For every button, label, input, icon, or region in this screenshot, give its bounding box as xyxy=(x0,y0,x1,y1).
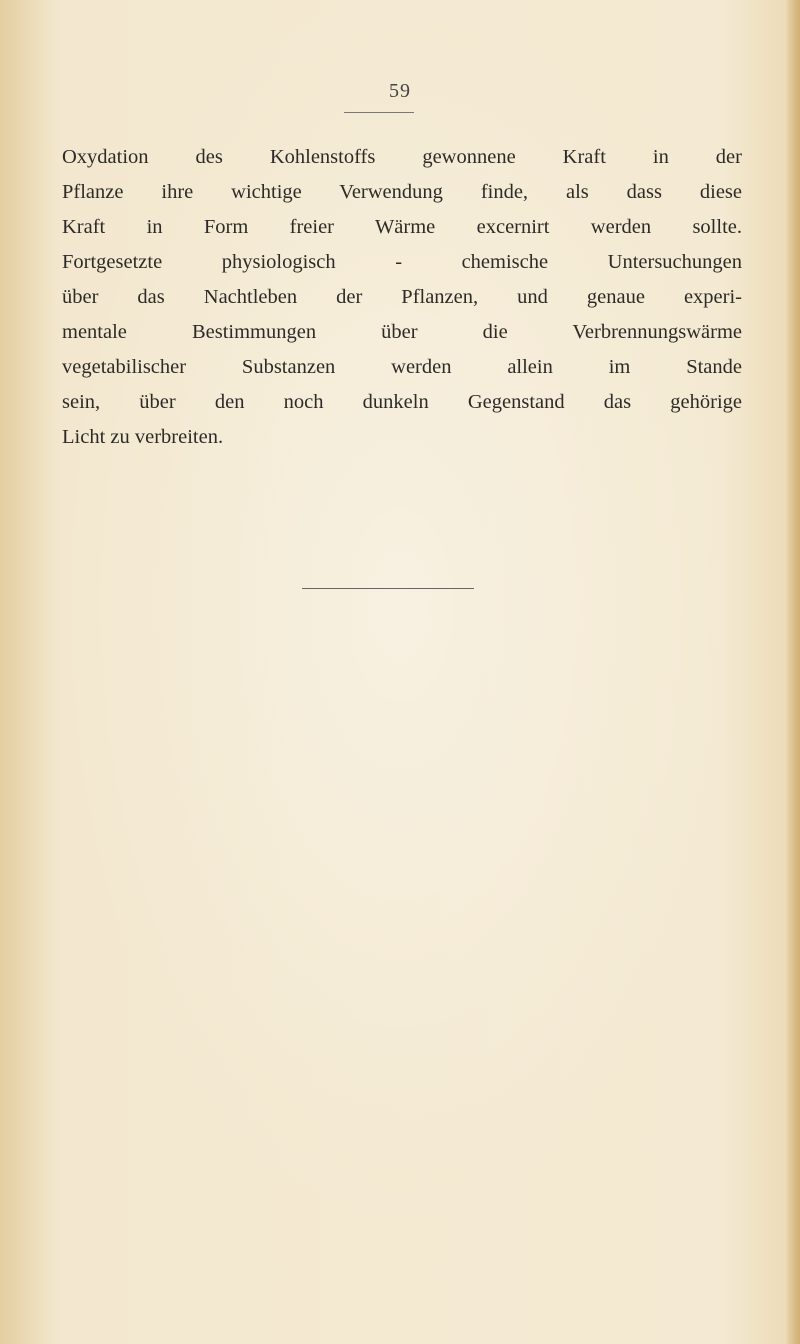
text-line: Fortgesetzte physiologisch - chemische Untersuchungen xyxy=(62,251,742,273)
text-line: vegetabilischer Substanzen werden allein im Stande xyxy=(62,356,742,378)
text-line: Licht zu verbreiten. xyxy=(62,426,224,448)
text-line: über das Nachtleben der Pflanzen, und genaue experi- xyxy=(62,286,742,308)
page-number: 59 xyxy=(389,80,411,102)
text-line: mentale Bestimmungen über die Verbrennungswärme xyxy=(62,321,742,343)
section-end-rule xyxy=(302,588,474,589)
body-paragraph xyxy=(62,140,742,455)
text-line: Kraft in Form freier Wärme excernirt werden sollte. xyxy=(62,216,742,238)
text-line: Oxydation des Kohlenstoffs gewonnene Kraft in der xyxy=(62,146,742,168)
text-line: sein, über den noch dunkeln Gegenstand das gehörige xyxy=(62,391,742,413)
page-edge-shadow xyxy=(786,0,800,1344)
header-rule xyxy=(344,112,414,113)
text-line: Pflanze ihre wichtige Verwendung finde, als dass diese xyxy=(62,181,742,203)
